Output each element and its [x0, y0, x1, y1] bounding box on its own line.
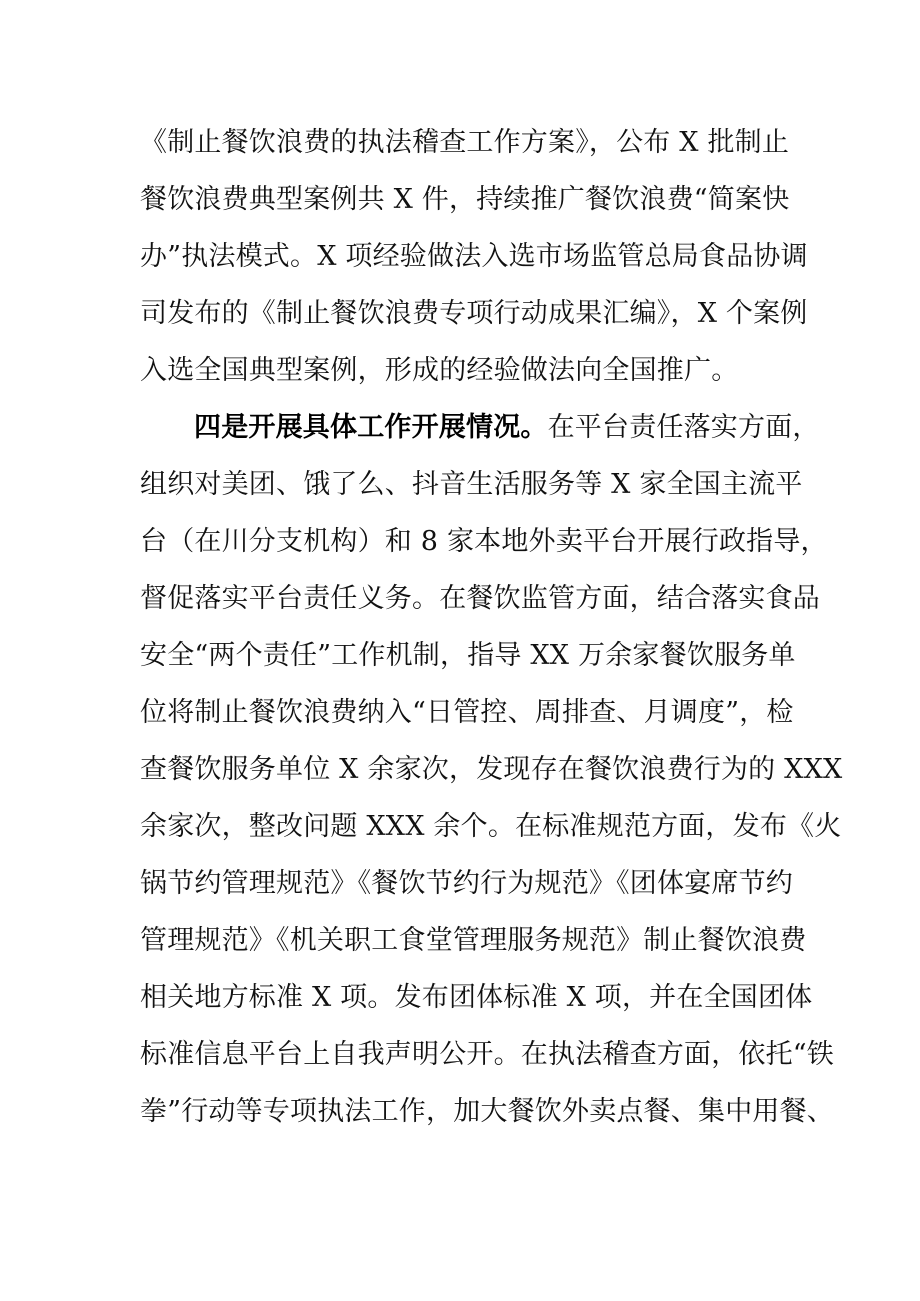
paragraph-1-line-5: 入选全国典型案例，形成的经验做法向全国推广。 — [140, 355, 739, 386]
paragraph-2-line-8: 余家次，整改问题 XXX 余个。在标准规范方面，发布《火 — [140, 811, 842, 842]
paragraph-1-line-2: 餐饮浪费典型案例共 X 件，持续推广餐饮浪费“简案快 — [140, 184, 790, 215]
paragraph-2-heading: 四是开展具体工作开展情况。 — [194, 412, 548, 443]
paragraph-2-line-12: 标准信息平台上自我声明公开。在执法稽查方面，依托“铁 — [140, 1039, 835, 1070]
paragraph-1-line-3: 办”执法模式。X 项经验做法入选市场监管总局食品协调 — [140, 241, 808, 272]
paragraph-2-line-4: 督促落实平台责任义务。在餐饮监管方面，结合落实食品 — [140, 583, 820, 614]
paragraph-2-line-7: 查餐饮服务单位 X 余家次，发现存在餐饮浪费行为的 XXX — [140, 754, 843, 785]
paragraph-1-line-4: 司发布的《制止餐饮浪费专项行动成果汇编》，X 个案例 — [140, 298, 808, 329]
paragraph-2-line-6: 位将制止餐饮浪费纳入“日管控、周排查、月调度”，检 — [140, 697, 794, 728]
paragraph-2-line-10: 管理规范》《机关职工食堂管理服务规范》制止餐饮浪费 — [140, 925, 807, 956]
paragraph-2-line-3: 台（在川分支机构）和 8 家本地外卖平台开展行政指导， — [140, 526, 828, 557]
paragraph-2-line-9: 锅节约管理规范》《餐饮节约行为规范》《团体宴席节约 — [140, 868, 793, 899]
paragraph-1-line-1: 《制止餐饮浪费的执法稽查工作方案》，公布 X 批制止 — [140, 127, 790, 158]
paragraph-2-line-11: 相关地方标准 X 项。发布团体标准 X 项，并在全国团体 — [140, 982, 813, 1013]
paragraph-2-first-line — [194, 408, 820, 448]
paragraph-2-line-5: 安全“两个责任”工作机制，指导 XX 万余家餐饮服务单 — [140, 640, 796, 671]
paragraph-2-line-2: 组织对美团、饿了么、抖音生活服务等 X 家全国主流平 — [140, 469, 803, 500]
paragraph-2-line-13: 拳”行动等专项执法工作，加大餐饮外卖点餐、集中用餐、 — [140, 1096, 835, 1127]
paragraph-2-first-line-rest: 在平台责任落实方面， — [547, 412, 820, 443]
